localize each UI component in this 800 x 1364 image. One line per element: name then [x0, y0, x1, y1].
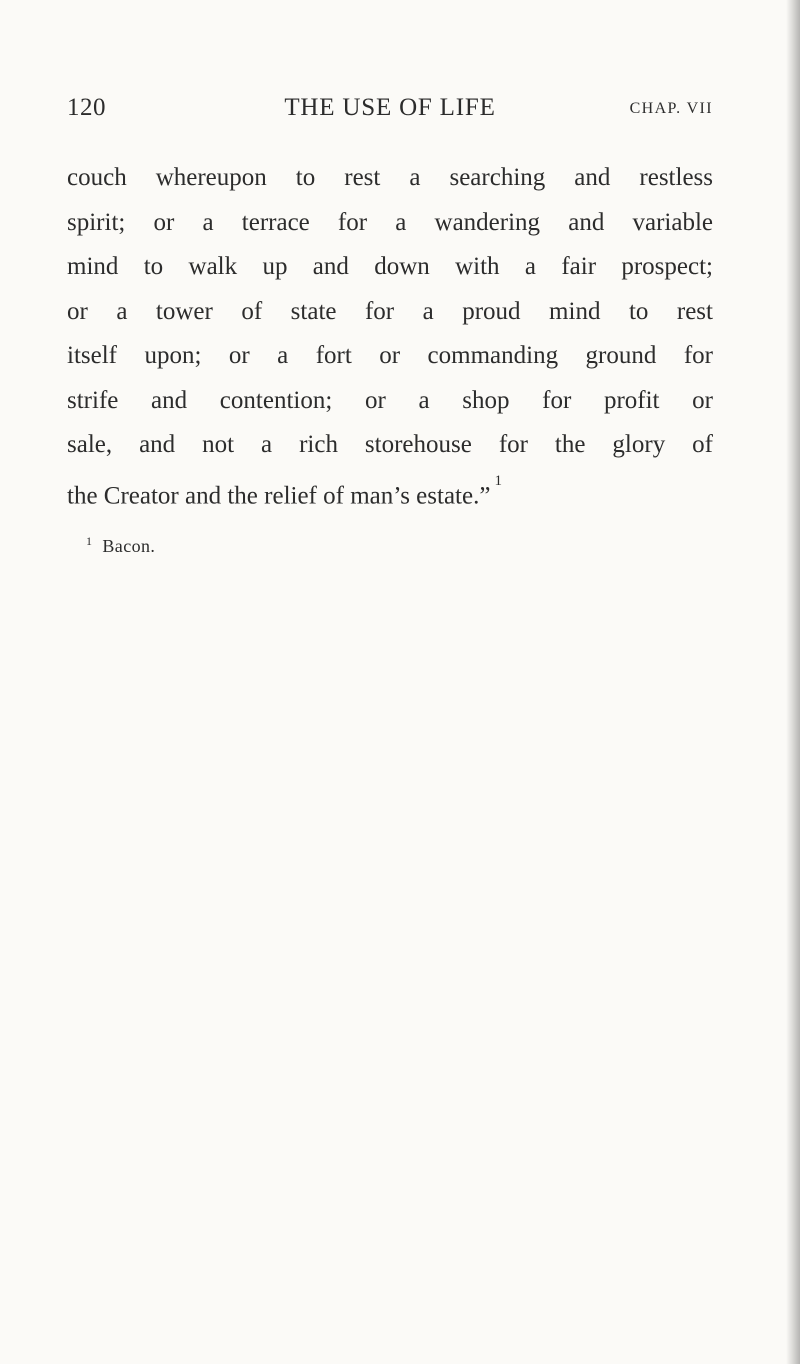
text-line: sale, and not a rich storehouse for the glory of	[67, 431, 713, 458]
text-line: spirit; or a terrace for a wandering and variable	[67, 208, 713, 236]
text-line-last	[67, 468, 713, 519]
text-line: mind to walk up and down with a fair prospect;	[67, 253, 713, 280]
text-line: strife and contention; or a shop for profit or	[67, 386, 713, 414]
footnote-marker: 1	[86, 534, 93, 548]
footnote-text: Bacon.	[102, 536, 156, 556]
page-number: 120	[67, 94, 106, 121]
running-head	[67, 94, 713, 124]
body-text	[67, 156, 713, 518]
text-line: couch whereupon to rest a searching and restless	[67, 164, 713, 191]
page-edge-shadow	[786, 0, 800, 1364]
text-line-content: the Creator and the relief of man’s estate.”	[67, 481, 491, 509]
running-title: THE USE OF LIFE	[284, 94, 496, 121]
text-line: itself upon; or a fort or commanding ground for	[67, 342, 713, 369]
text-line: or a tower of state for a proud mind to rest	[67, 297, 713, 325]
footnote-reference: 1	[494, 472, 502, 489]
footnote	[86, 536, 155, 557]
chapter-label: CHAP. VII	[629, 100, 713, 117]
